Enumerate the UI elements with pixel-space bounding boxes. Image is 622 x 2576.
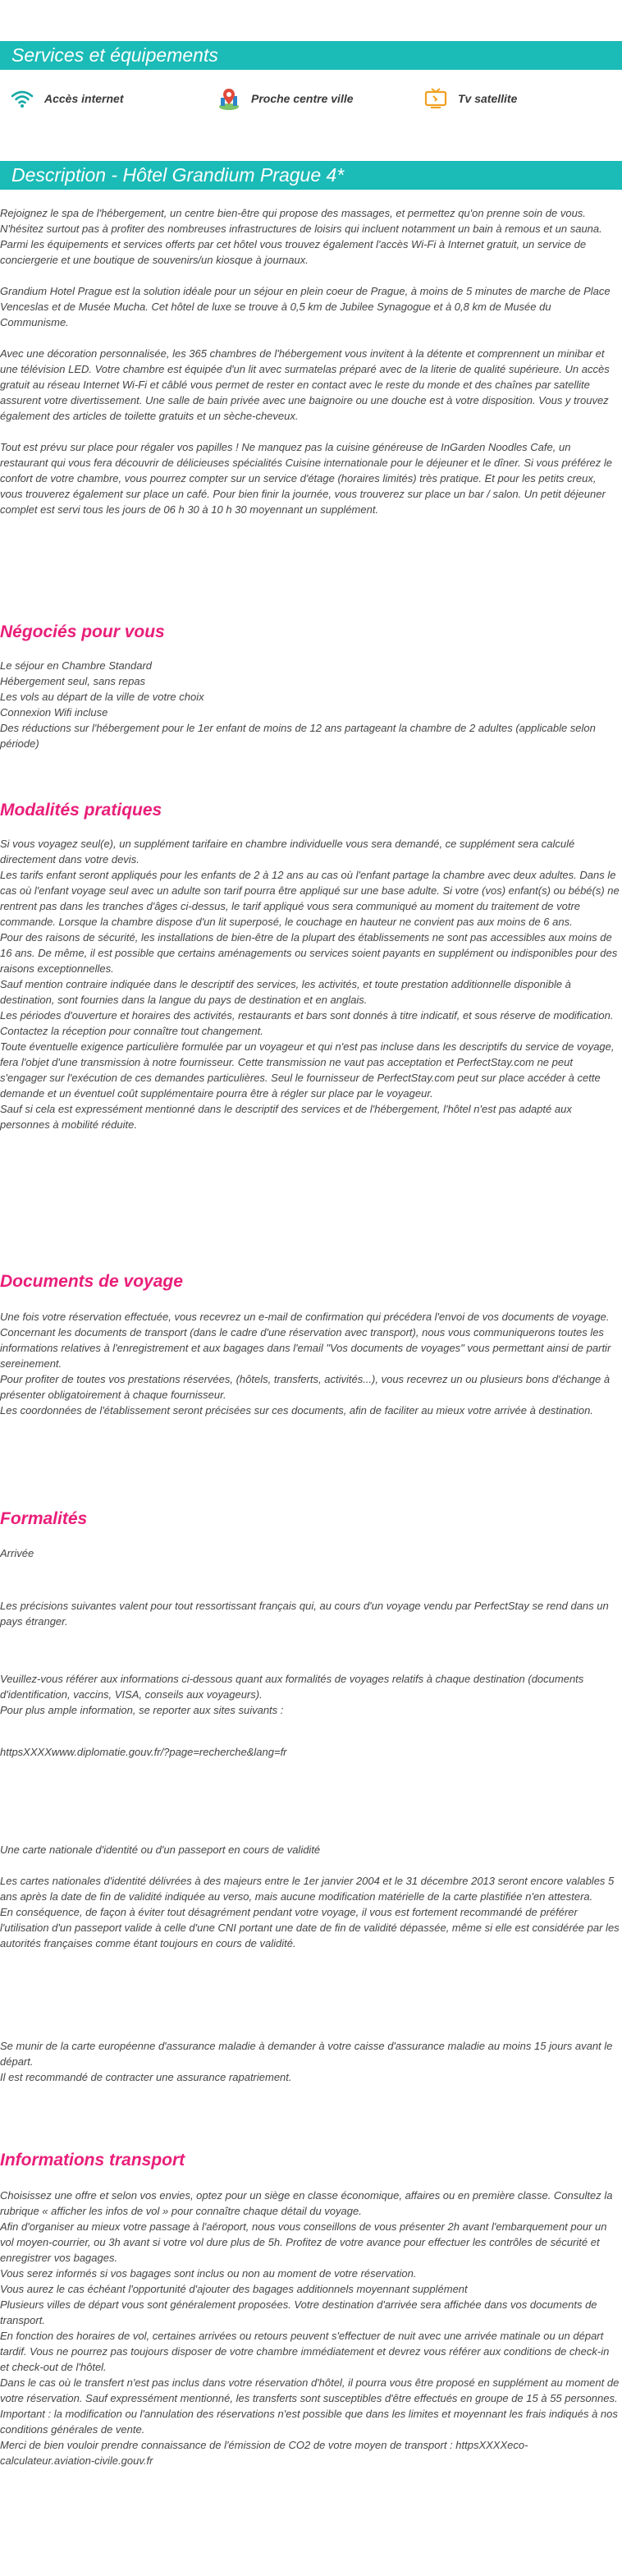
- negocies-heading: Négociés pour vous: [0, 622, 165, 641]
- list-item: En fonction des horaires de vol, certaines arrivées ou retours peuvent s'effectuer de nuit avec une arrivée matinale ou un départ tardif. Vous ne pourrez pas toujours disposer de votre chambre immédiatement et devrez vous référer aux conditions de check-in et check-out de l'hôtel.: [0, 2330, 610, 2373]
- list-item: Des réductions sur l'hébergement pour le 1er enfant de moins de 12 ans partageant la chambre de 2 adultes (applicable selon période): [0, 722, 596, 750]
- formalites-precisions: [0, 1598, 620, 1629]
- description-paragraph: Tout est prévu sur place pour régaler vos papilles ! Ne manquez pas la cuisine généreuse de InGarden Noodles Cafe, un restaurant qui vous fera découvrir de délicieuses spécialités Cuisine internationale pour le déjeuner et le dîner. Si vous préférez le confort de votre chambre, vous pourrez compter sur un service d'étage (horaires limités) très pratique. Et pour les petits creux, vous trouverez également sur place un café. Pour bien finir la journée, vous trouverez sur place un bar / salon. Un petit déjeuner complet est servi tous les jours de 06 h 30 à 10 h 30 moyennant un supplément.: [0, 441, 612, 516]
- services-title: Services et équipements: [11, 44, 218, 66]
- list-item: En conséquence, de façon à éviter tout désagrément pendant votre voyage, il vous est fortement recommandé de préférer l'utilisation d'un passeport valide à celle d'une CNI portant une date de fin de validité dépassée, même si elle est considérée par les autorités françaises comme étant toujours en cours de validité.: [0, 1906, 620, 1949]
- diplomatie-link[interactable]: httpsXXXXwww.diplomatie.gouv.fr/?page=recherche&lang=fr: [0, 1746, 287, 1758]
- list-item: Les tarifs enfant seront appliqués pour les enfants de 2 à 12 ans au cas où l'enfant partage la chambre avec deux adultes. Dans le cas où l'enfant voyage seul avec un adulte son tarif pourra être appliqué sur une base adulte. Si votre (vos) enfant(s) ou bébé(s) ne rentrent pas dans les tranches d'âges ci-dessus, le tarif appliqué vous sera communiqué au moment du traitement de votre commande. Lorsque la chambre dispose d'un lit superposé, le couchage en hauteur ne convient pas aux moins de 6 ans.: [0, 869, 620, 928]
- documents-text: [0, 1309, 620, 1418]
- list-item: Les cartes nationales d'identité délivrées à des majeurs entre le 1er janvier 2004 et le 31 décembre 2013 seront encore valables 5 ans après la date de fin de validité indiquée au verso, mais aucune modification matérielle de la carte plastifiée n'en attestera.: [0, 1875, 615, 1903]
- amenity-label: Tv satellite: [458, 92, 518, 105]
- description-paragraph: Grandium Hotel Prague est la solution idéale pour un séjour en plein coeur de Prague, à moins de 5 minutes de marche de Place Venceslas et de Musée Mucha. Cet hôtel de luxe se trouve à 0,5 km de Jubilee Synagogue et à 0,8 km de Musée du Communisme.: [0, 285, 611, 328]
- transport-heading: Informations transport: [0, 2151, 185, 2170]
- list-item: Dans le cas où le transfert n'est pas inclus dans votre réservation d'hôtel, il pourra vous être proposé en supplément au moment de votre réservation. Sauf expressément mentionné, les transferts sont susceptibles d'être effectués en groupe de 15 à 55 personnes.: [0, 2376, 620, 2404]
- list-item: Hébergement seul, sans repas: [0, 675, 146, 687]
- list-item: Toute éventuelle exigence particulière formulée par un voyageur et qui n'est pas incluse dans les descriptifs du service de voyage, fera l'objet d'une transmission à notre fournisseur. Cette transmission ne vaut pas acceptation et PerfectStay.com ne peut s'engager sur l'exécution de ces demandes particulières. Seul le fournisseur de PerfectStay.com peut sur place accéder à cette demande et un éventuel coût supplémentaire pourra être à régler sur place par le voyageur.: [0, 1040, 615, 1100]
- formalites-url: [0, 1744, 620, 1760]
- carte-id-text: Une carte nationale d'identité ou d'un passeport en cours de validité: [0, 1844, 321, 1856]
- list-item: Le séjour en Chambre Standard: [0, 659, 153, 672]
- amenity-tv: [423, 85, 517, 112]
- list-item: Pour des raisons de sécurité, les installations de bien-être de la plupart des établissements ne sont pas accessibles aux moins de 16 ans. De même, il est possible que certains aménagements ou services soient payants en supplément ou indisponibles pour des raisons exceptionnelles.: [0, 931, 618, 975]
- arrivee-label: Arrivée: [0, 1547, 34, 1559]
- list-item: Important : la modification ou l'annulation des réservations n'est possible que dans les limites et moyennant les frais indiqués à nos conditions générales de vente.: [0, 2408, 618, 2436]
- list-item: Les vols au départ de la ville de votre choix: [0, 691, 204, 703]
- list-item: Afin d'organiser au mieux votre passage à l'aéroport, nous vous conseillons de vous présenter 2h avant l'embarquement pour un vol moyen-courrier, ou 3h avant si votre vol dure plus de 5h. Profitez de votre avance pour effectuer les contrôles de sécurité et enregistrer vos bagages.: [0, 2220, 607, 2264]
- list-item: Une fois votre réservation effectuée, vous recevrez un e-mail de confirmation qui précédera l'envoi de vos documents de voyage.: [0, 1311, 610, 1323]
- amenity-city-center: [217, 85, 354, 112]
- formalites-refer: [0, 1671, 620, 1718]
- description-text: [0, 205, 620, 517]
- list-item: Vous aurez le cas échéant l'opportunité d'ajouter des bagages additionnels moyennant supplément: [0, 2283, 468, 2295]
- list-item: Veuillez-vous référer aux informations ci-dessous quant aux formalités de voyages relatifs à chaque destination (documents d'identification, vaccins, VISA, conseils aux voyageurs).: [0, 1673, 584, 1701]
- amenity-label: Accès internet: [44, 92, 124, 105]
- formalites-heading: Formalités: [0, 1509, 88, 1528]
- list-item: Sauf si cela est expressément mentionné dans le descriptif des services et de l'hébergement, l'hôtel n'est pas adapté aux personnes à mobilité réduite.: [0, 1103, 572, 1131]
- list-item: Choisissez une offre et selon vos envies, optez pour un siège en classe économique, affaires ou en première classe. Consultez la rubrique « afficher les infos de vol » pour connaître chaque détail du voyage.: [0, 2189, 613, 2217]
- amenity-internet: [10, 85, 123, 112]
- list-item: Pour plus ample information, se reporter aux sites suivants :: [0, 1704, 284, 1716]
- description-paragraph: Avec une décoration personnalisée, les 365 chambres de l'hébergement vous invitent à la détente et comprennent un minibar et une télévision LED. Votre chambre est équipée d'un lit avec surmatelas préparé avec de la literie de qualité supérieure. Un accès gratuit au réseau Internet Wi-Fi et câblé vous permet de rester en contact avec le reste du monde et des chaînes par satellite assurent votre divertissement. Une salle de bain privée avec une baignoire ou une douche est à votre disposition. Vous y trouvez également des articles de toilette gratuits et un sèche-cheveux.: [0, 347, 610, 422]
- list-item: Connexion Wifi incluse: [0, 706, 108, 719]
- tv-icon: [423, 88, 448, 109]
- list-item: Si vous voyagez seul(e), un supplément tarifaire en chambre individuelle vous sera demandé, ce supplément sera calculé directement dans votre devis.: [0, 838, 575, 866]
- list-item: Merci de bien vouloir prendre connaissance de l'émission de CO2 de votre moyen de transport : httpsXXXXeco-calculateur.aviation-civile.gouv.fr: [0, 2439, 528, 2467]
- list-item: Les coordonnées de l'établissement seront précisées sur ces documents, afin de faciliter au mieux votre arrivée à destination.: [0, 1404, 593, 1417]
- list-item: Pour profiter de toutes vos prestations réservées, (hôtels, transferts, activités...), vous recevrez un ou plusieurs bons d'échange à présenter obligatoirement à chaque fournisseur.: [0, 1373, 611, 1401]
- list-item: Concernant les documents de transport (dans le cadre d'une réservation avec transport), nous vous communiquerons toutes les informations relatives à l'enregistrement et aux bagages dans l'email "Vos documents de voyages" vous permettant ainsi de partir sereinement.: [0, 1326, 611, 1370]
- formalites-maladie: [0, 2038, 620, 2085]
- list-item: Il est recommandé de contracter une assurance rapatriement.: [0, 2071, 292, 2083]
- list-item: Sauf mention contraire indiquée dans le descriptif des services, les activités, et toute prestation additionnelle disponible à destination, sont fournies dans la langue du pays de destination et en anglais.: [0, 978, 571, 1006]
- modalites-text: [0, 836, 620, 1132]
- transport-text: [0, 2188, 620, 2468]
- list-item: Se munir de la carte européenne d'assurance maladie à demander à votre caisse d'assurance maladie au moins 15 jours avant le départ.: [0, 2040, 613, 2068]
- modalites-heading: Modalités pratiques: [0, 801, 162, 820]
- description-paragraph: Rejoignez le spa de l'hébergement, un centre bien-être qui propose des massages, et permettez qu'on prenne soin de vous. N'hésitez surtout pas à profiter des nombreuses infrastructures de loisirs qui incluent notamment un bain à remous et un sauna. Parmi les équipements et services offerts par cet hôtel vous trouvez également l'accès Wi-Fi à Internet gratuit, un service de conciergerie et une boutique de souvenirs/un kiosque à journaux.: [0, 207, 602, 266]
- formalites-cni: [0, 1873, 620, 1951]
- formalites-arrivee: [0, 1545, 620, 1561]
- services-banner: [0, 41, 622, 70]
- documents-heading: Documents de voyage: [0, 1272, 183, 1291]
- wifi-icon: [10, 89, 34, 108]
- list-item: Plusieurs villes de départ vous sont généralement proposées. Votre destination d'arrivée sera affichée dans vos documents de transport.: [0, 2298, 597, 2326]
- city-pin-icon: [217, 86, 241, 111]
- amenity-label: Proche centre ville: [251, 92, 354, 105]
- negocies-list: [0, 658, 620, 751]
- list-item: Les périodes d'ouverture et horaires des activités, restaurants et bars sont donnés à titre indicatif, et sous réserve de modification. Contactez la réception pour connaître tout changement.: [0, 1009, 614, 1037]
- description-banner: [0, 161, 622, 190]
- list-item: Vous serez informés si vos bagages sont inclus ou non au moment de votre réservation.: [0, 2267, 417, 2280]
- precisions-text: Les précisions suivantes valent pour tout ressortissant français qui, au cours d'un voyage vendu par PerfectStay se rend dans un pays étranger.: [0, 1600, 609, 1628]
- formalites-carte-id: [0, 1842, 620, 1857]
- description-title: Description - Hôtel Grandium Prague 4*: [11, 164, 345, 186]
